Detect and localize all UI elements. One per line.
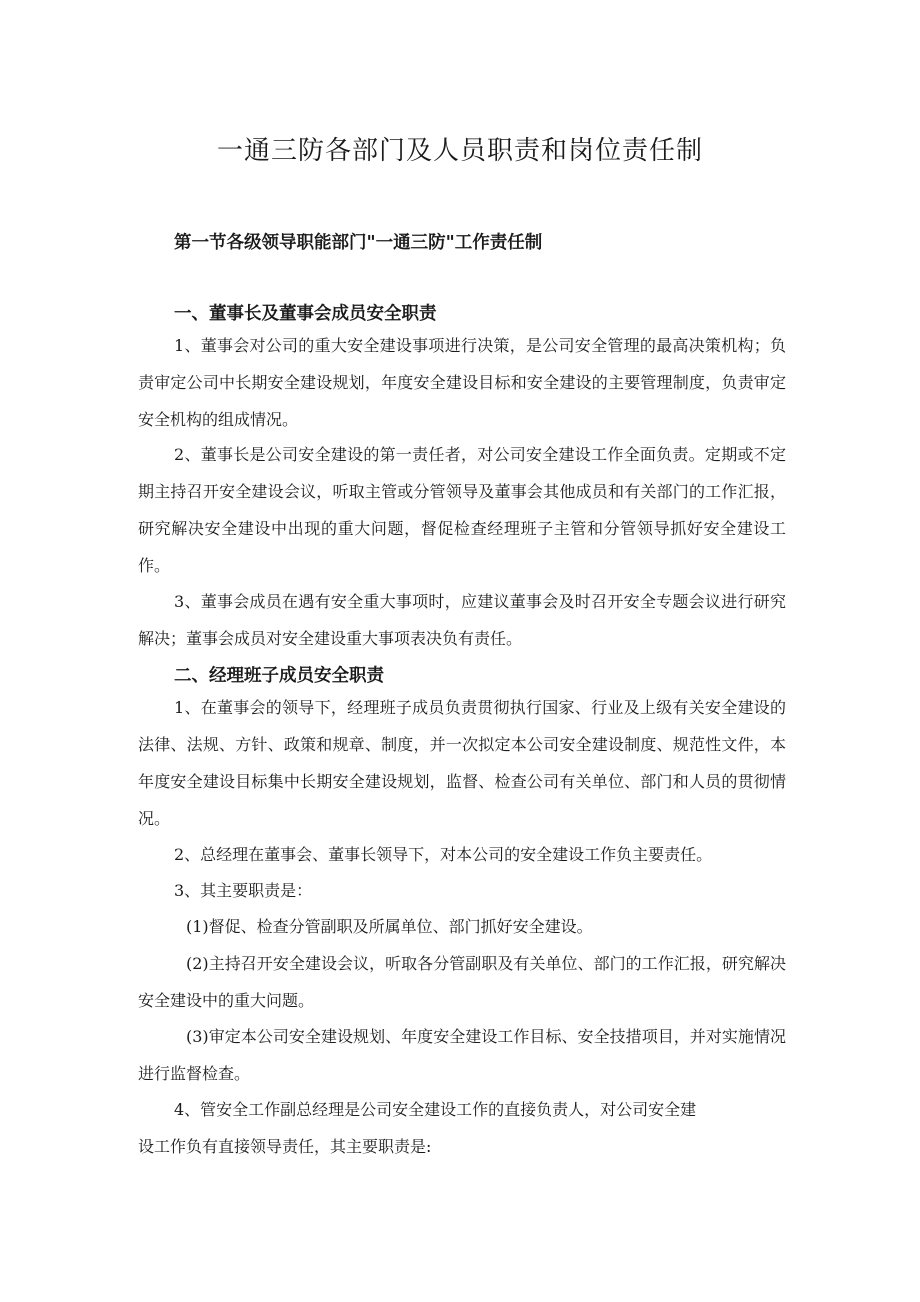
- part2-heading: 二、经理班子成员安全职责: [174, 666, 384, 686]
- paragraph-line: 设工作负有直接领导责任，其主要职责是:: [138, 1137, 432, 1156]
- paragraph: 3、董事会成员在遇有安全重大事项时，应建议董事会及时召开安全专题会议进行研究解决；董事会成员对安全建设重大事项表决负有责任。: [138, 592, 786, 648]
- paragraph: 2、总经理在董事会、董事长领导下，对本公司的安全建设工作负主要责任。: [174, 845, 713, 864]
- paragraph: 1、在董事会的领导下，经理班子成员负责贯彻执行国家、行业及上级有关安全建设的法律、法规、方针、政策和规章、制度，并一次拟定本公司安全建设制度、规范性文件，本年度安全建设目标集中长期安全建设规划，监督、检查公司有关单位、部门和人员的贯彻情况。: [138, 698, 786, 828]
- document-title: 一通三防各部门及人员职责和岗位责任制: [216, 136, 703, 166]
- paragraph: 2、董事长是公司安全建设的第一责任者，对公司安全建设工作全面负责。定期或不定期主持召开安全建设会议，听取主管或分管领导及董事会其他成员和有关部门的工作汇报，研究解决安全建设中出现的重大问题，督促检查经理班子主管和分管领导抓好安全建设工作。: [138, 445, 786, 575]
- section-heading: 第一节各级领导职能部门"一通三防"工作责任制: [174, 233, 543, 253]
- paragraph: 3、其主要职责是：: [174, 881, 313, 900]
- sub-item: (2)主持召开安全建设会议，听取各分管副职及有关单位、部门的工作汇报，研究解决安全建设中的重大问题。: [138, 954, 786, 1010]
- part1-heading: 一、董事长及董事会成员安全职责: [174, 304, 437, 324]
- sub-item: (1)督促、检查分管副职及所属单位、部门抓好安全建设。: [186, 917, 593, 936]
- paragraph-line: 4、管安全工作副总经理是公司安全建设工作的直接负责人，对公司安全建: [174, 1100, 697, 1119]
- paragraph: 1、董事会对公司的重大安全建设事项进行决策，是公司安全管理的最高决策机构；负责审定公司中长期安全建设规划，年度安全建设目标和安全建设的主要管理制度，负责审定安全机构的组成情况。: [138, 336, 786, 429]
- sub-item: (3)审定本公司安全建设规划、年度安全建设工作目标、安全技措项目，并对实施情况进行监督检查。: [138, 1027, 786, 1083]
